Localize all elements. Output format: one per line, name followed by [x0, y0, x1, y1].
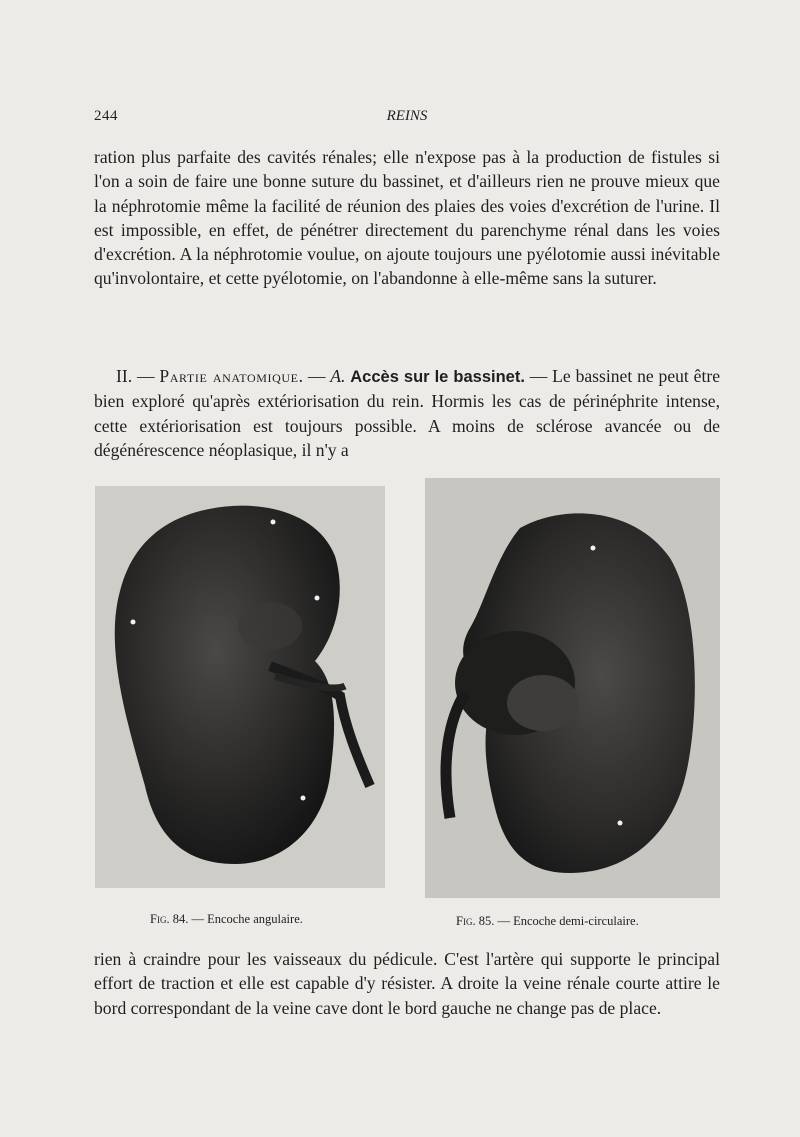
page-header — [94, 108, 720, 130]
paragraph-anatomy — [94, 364, 720, 462]
figure-85-photo — [425, 478, 720, 898]
figure-84-label: Fig. 84. — [150, 912, 189, 926]
section-title: Partie anatomique — [159, 366, 299, 386]
section-separator: . — — [298, 366, 331, 386]
paragraph-anatomy-text: — Le bassinet ne peut être bien exploré qu'après extériorisation du rein. Hormis les cas de périnéphrite intense, cette extériorisation est toujours possible. A moins de sclérose avancée ou de dégénérescence néoplasique, il n'y a — [94, 366, 721, 460]
section-number: II. — — [116, 366, 160, 386]
paragraph-intro: ration plus parfaite des cavités rénales; elle n'expose pas à la production de fistules si l'on a soin de faire une bonne suture du bassinet, et d'ailleurs rien ne prouve mieux que la néphrotomie même la facilité de réunion des plaies des voies d'excrétion de l'urine. Il est impossible, en effet, de pénétrer directement du parenchyme rénal dans les voies d'excrétion. A la néphrotomie voulue, on ajoute toujours une pyélotomie aussi inévitable qu'involontaire, et cette pyélotomie, on l'abandonne à elle-même sans la suturer. — [94, 147, 720, 289]
page-number: 244 — [94, 108, 118, 124]
figure-84-text: — Encoche angulaire. — [188, 912, 303, 926]
subsection-letter: A. — [330, 366, 346, 386]
kidney-angular-notch-image — [95, 486, 385, 888]
figure-85-label: Fig. 85. — [456, 914, 495, 928]
paragraph-continuation: rien à craindre pour les vaisseaux du pédicule. C'est l'artère qui supporte le principal effort de traction et elle est capable d'y résister. A droite la veine rénale courte attire le bord correspondant de la veine cave dont le bord gauche ne change pas de place. — [94, 949, 720, 1018]
figure-84-photo — [95, 486, 385, 888]
figure-85-text: — Encoche demi-circulaire. — [494, 914, 639, 928]
running-head: REINS — [386, 108, 428, 124]
subsection-heading: Accès sur le bassinet. — [350, 368, 525, 386]
kidney-semicircular-notch-image — [425, 478, 720, 898]
figure-84-caption — [150, 912, 303, 927]
figure-85-caption — [456, 914, 639, 929]
